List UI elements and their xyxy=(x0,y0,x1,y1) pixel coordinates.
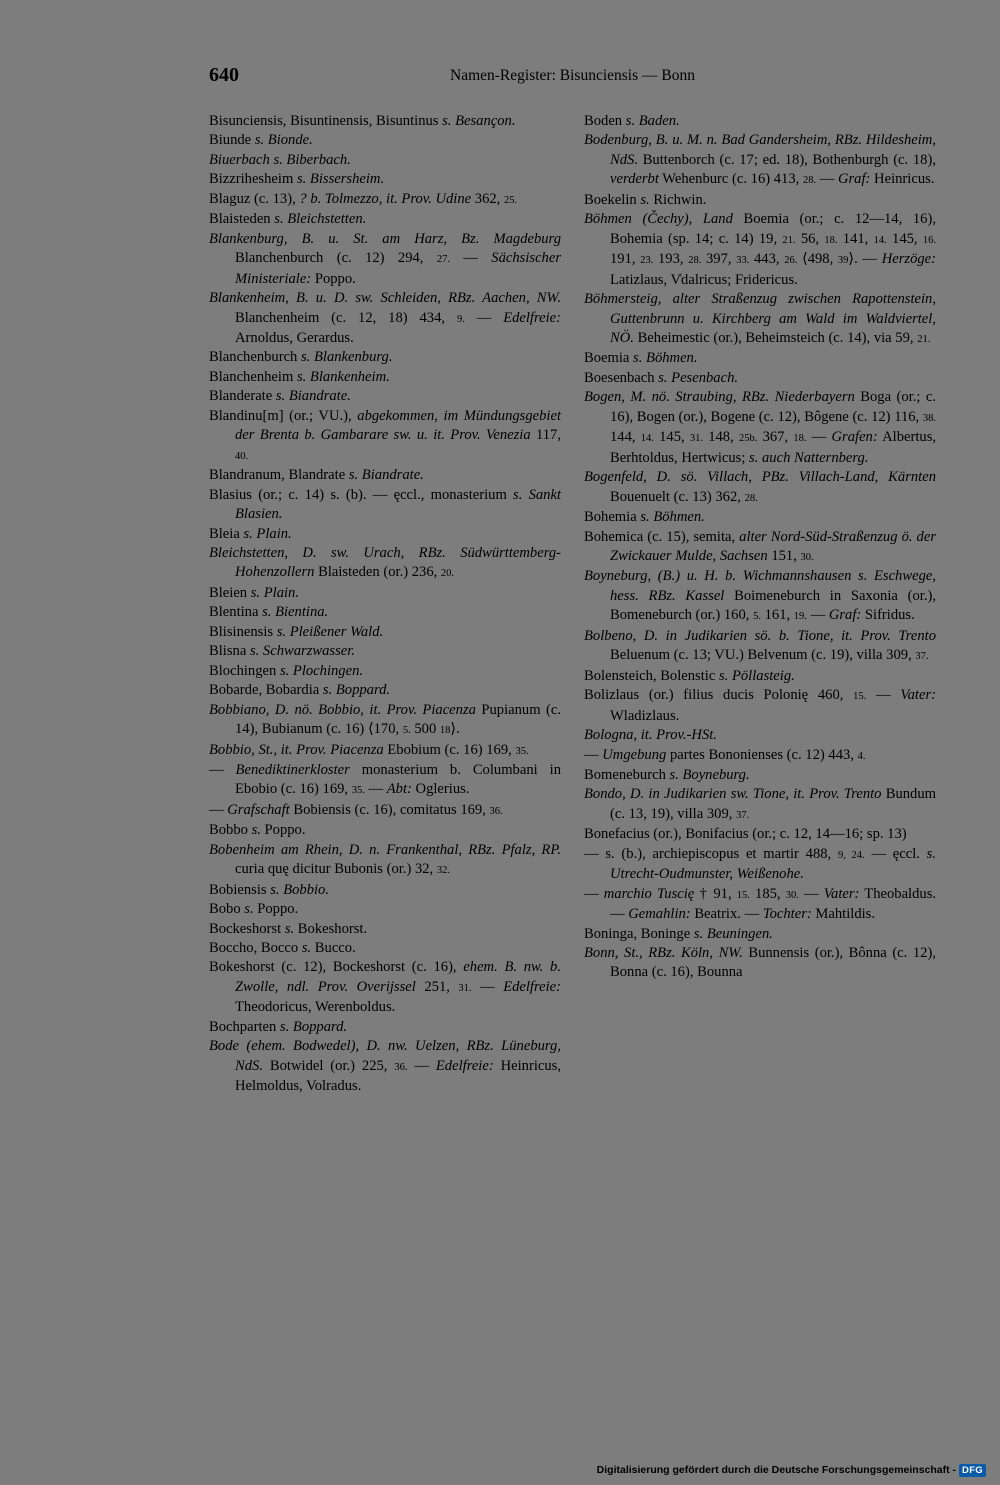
entry-line-ref: 38. xyxy=(922,412,936,424)
entry-gloss: s. Plochingen. xyxy=(279,662,364,679)
index-entry xyxy=(584,210,936,290)
index-entry xyxy=(209,486,561,525)
entry-gloss: s. Boyneburg. xyxy=(669,766,750,783)
index-entry xyxy=(209,920,561,939)
entry-gloss: s. Baden. xyxy=(625,113,680,129)
entry-line-ref: 33. xyxy=(736,255,750,267)
index-entry xyxy=(209,939,561,958)
entry-text: Heinricus. xyxy=(870,171,935,188)
entry-gloss: marchio Tuscię xyxy=(603,885,695,902)
entry-text: 397, xyxy=(701,251,737,268)
entry-gloss: Bogen, M. nö. Straubing, RBz. Niederbayern xyxy=(584,389,855,406)
index-entry xyxy=(209,368,561,387)
entry-text: — xyxy=(471,978,504,995)
entry-text: 117, xyxy=(530,427,561,444)
entry-gloss: Blankenburg, B. u. St. am Harz, Bz. Magdeburg xyxy=(209,230,561,247)
index-entry xyxy=(209,584,561,603)
entry-text: Heinricus, Helmoldus, Volradus. xyxy=(235,1057,561,1095)
entry-gloss: ehem. B. nw. b. Zwolle, ndl. Prov. Overijssel xyxy=(235,959,561,995)
entry-gloss: Bodenburg, B. u. M. n. Bad Gandersheim, RBz. Hildesheim, NdS. xyxy=(584,132,936,168)
entry-line-ref: 31. xyxy=(689,433,703,445)
entry-gloss: s. Bissersheim. xyxy=(296,171,385,188)
index-entry xyxy=(209,958,561,1017)
entry-gloss: s. xyxy=(251,822,261,839)
index-entry xyxy=(209,210,561,229)
entry-text: — xyxy=(209,761,236,778)
entry-text: 367, xyxy=(757,429,794,446)
entry-text: Bleia xyxy=(209,525,244,542)
entry-gloss: Böhmen (Čechy), Land xyxy=(584,211,733,228)
entry-text: Wehenburc (c. 16) 413, xyxy=(658,171,803,188)
entry-text: Boninga, Boninge xyxy=(584,925,694,942)
entry-text: Poppo. xyxy=(260,822,306,839)
index-entry xyxy=(209,170,561,189)
entry-text: Bolensteich, Bolenstic xyxy=(584,667,719,684)
entry-gloss: alter Nord-Süd-Straßenzug ö. der Zwickauer Mulde, Sachsen xyxy=(610,528,937,564)
index-entry xyxy=(209,466,561,485)
entry-line-ref: 35. xyxy=(351,785,365,797)
entry-text: partes Bononienses (c. 12) 443, xyxy=(666,746,858,763)
entry-line-ref: 14. xyxy=(640,433,654,445)
entry-text: Blaisteden xyxy=(209,211,275,228)
entry-text: Blandranum, Blandrate xyxy=(209,467,349,484)
entry-gloss: s. Böhmen. xyxy=(640,509,705,526)
entry-text: Bucco. xyxy=(311,940,356,957)
entry-text: Bohemica (c. 15), semita, xyxy=(584,528,740,545)
entry-gloss: s. Bobbio. xyxy=(270,881,329,898)
index-entry xyxy=(209,190,561,210)
entry-line-ref: 26. xyxy=(784,255,798,267)
index-entry xyxy=(584,825,936,844)
entry-gloss: Bobbiano, D. nö. Bobbio, it. Prov. Piacenza xyxy=(209,701,476,718)
entry-gloss: Bobenheim am Rhein, D. n. Frankenthal, RBz. Pfalz, RP. xyxy=(209,841,561,858)
entry-line-ref: 25b. xyxy=(738,433,758,445)
index-entry xyxy=(209,761,561,801)
index-entry xyxy=(209,623,561,642)
entry-text: — xyxy=(584,885,604,902)
entry-gloss: Bonn, St., RBz. Köln, NW. xyxy=(584,945,743,962)
entry-gloss: s. Plain. xyxy=(250,584,299,601)
entry-gloss: s. Schwarzwasser. xyxy=(249,643,355,660)
entry-line-ref: 39 xyxy=(837,255,849,267)
entry-line-ref: 19. xyxy=(793,611,807,623)
entry-line-ref: 9. xyxy=(456,313,465,325)
entry-line-ref: 31. xyxy=(458,982,472,994)
entry-gloss: Bode (ehem. Bodwedel), D. nw. Uelzen, RBz. Lüneburg, NdS. xyxy=(209,1038,561,1074)
entry-text: 145, xyxy=(886,230,923,247)
entry-gloss: Boyneburg, (B.) u. H. b. Wichmannshausen s. Eschwege, hess. RBz. Kassel xyxy=(584,568,936,604)
entry-text: Bouenuelt (c. 13) 362, xyxy=(610,488,745,505)
entry-text: Bundum (c. 13, 19), villa 309, xyxy=(610,786,937,822)
entry-line-ref: 5. xyxy=(402,725,411,737)
entry-text: 251, xyxy=(415,978,459,995)
index-entry xyxy=(584,885,936,925)
index-entry xyxy=(209,681,561,700)
entry-text: monasterium b. Columbani in Ebobio (c. 16) 169, xyxy=(235,761,561,798)
entry-gloss: s. Pleißener Wald. xyxy=(276,623,384,640)
entry-text: Latizlaus, V͑dalricus; Fridericus. xyxy=(610,271,798,288)
left-column xyxy=(209,112,561,1097)
index-entry xyxy=(209,1037,561,1096)
entry-text: 443, xyxy=(749,251,785,268)
entry-gloss: Edelfreie: xyxy=(435,1057,494,1074)
entry-text: Bobiensis (c. 16), comitatus 169, xyxy=(289,801,490,818)
index-entry xyxy=(209,151,561,170)
entry-text: Bobiensis xyxy=(209,881,271,898)
entry-line-ref: 15. xyxy=(853,691,867,703)
entry-text: — xyxy=(806,607,829,624)
entry-text: ⟨498, xyxy=(797,251,838,268)
index-entry xyxy=(209,348,561,367)
entry-text: Blanchenburch (c. 12) 294, xyxy=(235,250,437,267)
entry-gloss: Blankenheim, B. u. D. sw. Schleiden, RBz. Aachen, NW. xyxy=(209,290,561,307)
entry-text: Boemia (or.; c. 12—14, 16), Bohemia (sp. 14; c. 14) 19, xyxy=(610,211,936,247)
entry-line-ref: 15. xyxy=(736,889,750,901)
page-header xyxy=(209,64,936,90)
index-entry xyxy=(209,407,561,466)
entry-text: Pupianum (c. 14), Bubianum (c. 16) ⟨170, xyxy=(235,701,561,738)
entry-text: 185, xyxy=(749,885,786,902)
entry-gloss: s. xyxy=(301,940,312,957)
entry-text: Boccho, Bocco xyxy=(209,940,302,957)
footer-credit-text: Digitalisierung gefördert durch die Deutsche Forschungsgemeinschaft - xyxy=(596,1464,957,1476)
entry-gloss: s. Bionde. xyxy=(254,132,313,149)
entry-gloss: s. Beuningen. xyxy=(693,925,773,942)
entry-gloss: Bobbio, St., it. Prov. Piacenza xyxy=(209,741,384,758)
entry-line-ref: 16. xyxy=(922,234,936,246)
entry-gloss: Grafen: xyxy=(831,429,878,446)
entry-text: — xyxy=(866,687,901,704)
entry-line-ref: 37. xyxy=(915,651,929,663)
entry-text: Oglerius. xyxy=(411,781,470,798)
entry-gloss: Böhmersteig, alter Straßenzug zwischen Rapottenstein, Guttenbrunn u. Kirchberg am Wald im Waldviertel, NÖ. xyxy=(584,291,936,346)
entry-text: 362, xyxy=(471,190,504,207)
entry-gloss: s. Biandrate. xyxy=(348,467,424,484)
entry-gloss: Abt: xyxy=(386,781,412,798)
index-entry xyxy=(209,821,561,840)
entry-text: Mahtildis. xyxy=(811,906,875,923)
entry-gloss: Umgebung xyxy=(602,746,667,763)
entry-text: Bobo xyxy=(209,901,245,918)
entry-gloss: Biuerbach s. Biberbach. xyxy=(209,151,351,168)
index-entry xyxy=(209,112,561,131)
entry-text: Bockeshorst xyxy=(209,920,285,937)
entry-gloss: Bologna, it. Prov.-HSt. xyxy=(584,727,717,744)
entry-text: Sifridus. xyxy=(861,607,915,624)
entry-text: 151, xyxy=(767,547,801,564)
index-entry xyxy=(209,1018,561,1037)
index-entry xyxy=(584,468,936,508)
index-entry xyxy=(584,369,936,388)
entry-text: Biunde xyxy=(209,132,255,149)
entry-text: Boemia xyxy=(584,350,634,367)
entry-line-ref: 9, 24. xyxy=(837,849,865,861)
entry-text: — xyxy=(449,250,492,267)
dfg-logo: DFG xyxy=(959,1464,986,1477)
entry-text: Richwin. xyxy=(649,191,707,208)
index-entry xyxy=(209,642,561,661)
entry-text: 148, xyxy=(703,429,739,446)
entry-text: ⟩. xyxy=(450,721,460,738)
running-head: Namen-Register: Bisunciensis — Bonn xyxy=(450,67,695,84)
index-entry xyxy=(209,900,561,919)
entry-gloss: s. Besançon. xyxy=(442,113,516,129)
index-entry xyxy=(584,785,936,825)
entry-text: ⟩. — xyxy=(848,251,882,268)
index-entry xyxy=(209,525,561,544)
entry-text: Beatrix. — xyxy=(690,906,763,923)
entry-gloss: s. Blankenheim. xyxy=(296,368,390,385)
entry-text: 141, xyxy=(837,230,874,247)
entry-line-ref: 36. xyxy=(489,805,503,817)
index-entry xyxy=(584,667,936,686)
entry-text: Bobarde, Bobardia xyxy=(209,682,323,699)
index-entry xyxy=(209,230,561,289)
entry-text: Botwidel (or.) 225, xyxy=(262,1057,395,1074)
index-entry xyxy=(209,841,561,881)
entry-line-ref: 28. xyxy=(744,492,758,504)
index-entry xyxy=(584,191,936,210)
entry-line-ref: 37. xyxy=(736,809,750,821)
entry-gloss: s. Boppard. xyxy=(322,682,391,699)
index-entry xyxy=(584,845,936,885)
index-entry xyxy=(209,289,561,348)
entry-text: Bonefacius (or.), Bonifacius (or.; c. 12, 14—16; sp. 13) xyxy=(584,826,907,843)
entry-gloss: s. Utrecht-Oudmunster, Weißenohe. xyxy=(610,845,936,883)
entry-gloss: s. Sankt Blasien. xyxy=(235,486,562,523)
entry-gloss: Edelfreie: xyxy=(503,978,561,995)
entry-text: Blisinensis xyxy=(209,623,277,640)
entry-gloss: Herzöge: xyxy=(881,251,937,268)
entry-gloss: s. Pesenbach. xyxy=(658,369,739,386)
index-entry xyxy=(209,801,561,821)
entry-text: Buttenborch (c. 17; ed. 18), Bothenburgh (c. 18), xyxy=(637,151,936,168)
right-column xyxy=(584,112,936,983)
entry-text: 144, xyxy=(610,429,641,446)
entry-text: — xyxy=(806,429,832,446)
entry-line-ref: 25. xyxy=(503,194,518,206)
entry-text: Blisna xyxy=(209,643,250,660)
entry-text: Ebobium (c. 16) 169, xyxy=(383,741,516,758)
entry-gloss: Bondo, D. in Judikarien sw. Tione, it. Prov. Trento xyxy=(584,786,882,803)
entry-line-ref: 40. xyxy=(235,450,249,462)
index-entry xyxy=(209,544,561,584)
index-entry xyxy=(584,925,936,944)
entry-text: Poppo. xyxy=(311,270,356,287)
entry-gloss: Grafschaft xyxy=(227,801,290,818)
entry-gloss: s. Bleichstetten. xyxy=(274,211,367,228)
entry-gloss: s. xyxy=(244,901,254,918)
index-entry xyxy=(209,741,561,761)
entry-line-ref: 21. xyxy=(782,234,796,246)
entry-gloss: Bleichstetten, D. sw. Urach, RBz. Südwürttemberg-Hohenzollern xyxy=(209,544,561,581)
index-entry xyxy=(584,686,936,726)
index-entry xyxy=(209,387,561,406)
entry-gloss: verderbt xyxy=(610,171,659,188)
entry-gloss: s. Boppard. xyxy=(279,1018,348,1035)
entry-text: — xyxy=(407,1057,436,1074)
entry-text: Bochparten xyxy=(209,1018,280,1035)
entry-gloss: s. Blankenburg. xyxy=(301,349,393,366)
index-entry xyxy=(209,131,561,150)
entry-line-ref: 14. xyxy=(873,234,887,246)
entry-line-ref: 18. xyxy=(793,433,807,445)
entry-line-ref: 18. xyxy=(824,234,838,246)
index-entry xyxy=(584,388,936,468)
entry-text: Blandinu[m] (or.; VU.), xyxy=(209,407,358,424)
entry-text: Poppo. xyxy=(253,901,299,918)
entry-text: Theodoricus, Werenboldus. xyxy=(235,999,396,1016)
entry-text: Boesenbach xyxy=(584,369,659,386)
entry-text: — ęccl. xyxy=(864,845,927,862)
entry-text: — xyxy=(584,746,603,763)
index-entry xyxy=(584,627,936,667)
index-entry xyxy=(584,726,936,745)
entry-text: 145, xyxy=(653,429,690,446)
entry-text: Arnoldus, Gerardus. xyxy=(235,329,354,346)
index-entry xyxy=(584,112,936,131)
entry-text: curia quę dicitur Bubonis (or.) 32, xyxy=(235,861,437,878)
entry-gloss: Sächsischer Ministeriale: xyxy=(235,250,561,287)
entry-gloss: s. Biandrate. xyxy=(275,388,351,405)
entry-gloss: s. auch Natternberg. xyxy=(749,449,869,466)
entry-text: Blasius (or.; c. 14) s. (b). — ęccl., monasterium xyxy=(209,486,514,503)
entry-gloss: s. Böhmen. xyxy=(633,350,698,367)
entry-text: Bisunciensis, Bisuntinensis, Bisuntinus xyxy=(209,113,443,129)
entry-line-ref: 23. xyxy=(640,255,654,267)
entry-text: Bizzrihesheim xyxy=(209,171,297,188)
entry-text: Beheimestic (or.), Beheimsteich (c. 14), via 59, xyxy=(633,329,918,346)
entry-line-ref: 30. xyxy=(785,889,799,901)
entry-text: 161, xyxy=(760,607,794,624)
entry-gloss: Edelfreie: xyxy=(503,309,561,326)
entry-line-ref: 36. xyxy=(394,1061,408,1073)
entry-text: Boden xyxy=(584,113,626,129)
entry-text: Blanderate xyxy=(209,388,276,405)
entry-text: Bohemia xyxy=(584,509,641,526)
entry-text: Boekelin xyxy=(584,191,641,208)
entry-line-ref: 35. xyxy=(515,745,529,757)
entry-line-ref: 30. xyxy=(800,551,814,563)
index-entry xyxy=(584,567,936,626)
entry-gloss: Gemahlin: xyxy=(628,906,691,923)
entry-text: Blanchenheim xyxy=(209,368,297,385)
entry-text: 191, xyxy=(610,251,641,268)
index-entry xyxy=(584,766,936,785)
entry-text: — xyxy=(798,885,824,902)
entry-gloss: Graf: xyxy=(837,171,871,188)
entry-gloss: s. xyxy=(640,191,650,208)
entry-text: Theobaldus. — xyxy=(610,885,937,923)
entry-gloss: s. Bientina. xyxy=(262,604,329,621)
index-entry xyxy=(209,881,561,900)
entry-text: Blochingen xyxy=(209,662,280,679)
index-entry xyxy=(584,944,936,983)
index-entry xyxy=(584,349,936,368)
entry-gloss: Tochter: xyxy=(762,906,812,923)
entry-text: Blaguz (c. 13), xyxy=(209,190,300,207)
entry-text: Beluenum (c. 13; VU.) Belvenum (c. 19), villa 309, xyxy=(610,647,916,664)
entry-text: 193, xyxy=(653,251,689,268)
entry-text: — s. (b.), archiepiscopus et martir 488, xyxy=(584,845,838,862)
entry-gloss: Bogenfeld, D. sö. Villach, PBz. Villach-Land, Kärnten xyxy=(584,469,936,486)
entry-gloss: s. xyxy=(284,920,295,937)
entry-text: 56, xyxy=(795,230,825,247)
entry-text: Bobbo xyxy=(209,822,252,839)
entry-gloss: Vater: xyxy=(900,687,936,704)
index-entry xyxy=(584,131,936,190)
entry-text: Wladizlaus. xyxy=(610,707,680,724)
entry-text: Bokeshorst. xyxy=(294,920,368,937)
entry-text: Bomeneburch xyxy=(584,766,670,783)
entry-text: 500 xyxy=(410,721,440,738)
entry-line-ref: 5. xyxy=(753,611,761,623)
index-entry xyxy=(584,508,936,527)
footer-credit xyxy=(597,1462,986,1478)
entry-text: — xyxy=(209,801,228,818)
entry-line-ref: 18 xyxy=(439,725,451,737)
entry-line-ref: 21. xyxy=(917,333,931,345)
index-entry xyxy=(209,603,561,622)
index-entry xyxy=(584,528,936,568)
entry-text: Bolizlaus (or.) filius ducis Polonię 460, xyxy=(584,687,854,704)
entry-gloss: Bolbeno, D. in Judikarien sö. b. Tione, it. Prov. Trento xyxy=(584,627,936,644)
entry-text: Boimeneburch in Saxonia (or.), Bomeneburch (or.) 160, xyxy=(610,587,937,624)
entry-text: Blanchenburch xyxy=(209,349,301,366)
entry-line-ref: 28. xyxy=(802,175,817,187)
entry-text: Bunnensis (or.), Bônna (c. 12), Bonna (c. 16), Bounna xyxy=(610,945,936,981)
entry-line-ref: 28. xyxy=(688,255,702,267)
entry-text: Bokeshorst (c. 12), Bockeshorst (c. 16), xyxy=(209,959,464,976)
entry-line-ref: 20. xyxy=(440,568,455,580)
entry-text: Boga (or.; c. 16), Bogen (or.), Bogene (c. 12), Bôgene (c. 12) 116, xyxy=(610,389,937,425)
entry-text: Bleien xyxy=(209,584,251,601)
entry-text: — xyxy=(364,781,387,798)
entry-text: — xyxy=(816,171,838,188)
entry-text: Albertus, Berhtoldus, Hertwicus; xyxy=(610,429,937,466)
index-entry xyxy=(584,290,936,349)
index-entry xyxy=(584,746,936,766)
entry-gloss: Graf: xyxy=(828,607,862,624)
entry-gloss: Vater: xyxy=(823,885,860,902)
entry-text: — xyxy=(464,309,504,326)
entry-gloss: s. Plain. xyxy=(243,525,292,542)
entry-line-ref: 27. xyxy=(436,254,450,266)
entry-text: Blaisteden (or.) 236, xyxy=(314,564,441,581)
entry-text: Blentina xyxy=(209,604,263,621)
entry-gloss: s. Pöllasteig. xyxy=(718,667,795,684)
index-entry xyxy=(209,662,561,681)
page-number: 640 xyxy=(209,64,239,86)
entry-line-ref: 4. xyxy=(857,750,866,762)
entry-text: Blanchenheim (c. 12, 18) 434, xyxy=(235,309,457,326)
index-entry xyxy=(209,701,561,741)
entry-gloss: Benediktinerkloster xyxy=(235,761,350,778)
entry-line-ref: 32. xyxy=(436,865,450,877)
entry-text: † 91, xyxy=(694,885,737,902)
entry-gloss: ? b. Tolmezzo, it. Prov. Udine xyxy=(299,190,472,207)
entry-gloss: abgekommen, im Mündungsgebiet der Brenta b. Gambarare sw. u. it. Prov. Venezia xyxy=(235,407,561,444)
